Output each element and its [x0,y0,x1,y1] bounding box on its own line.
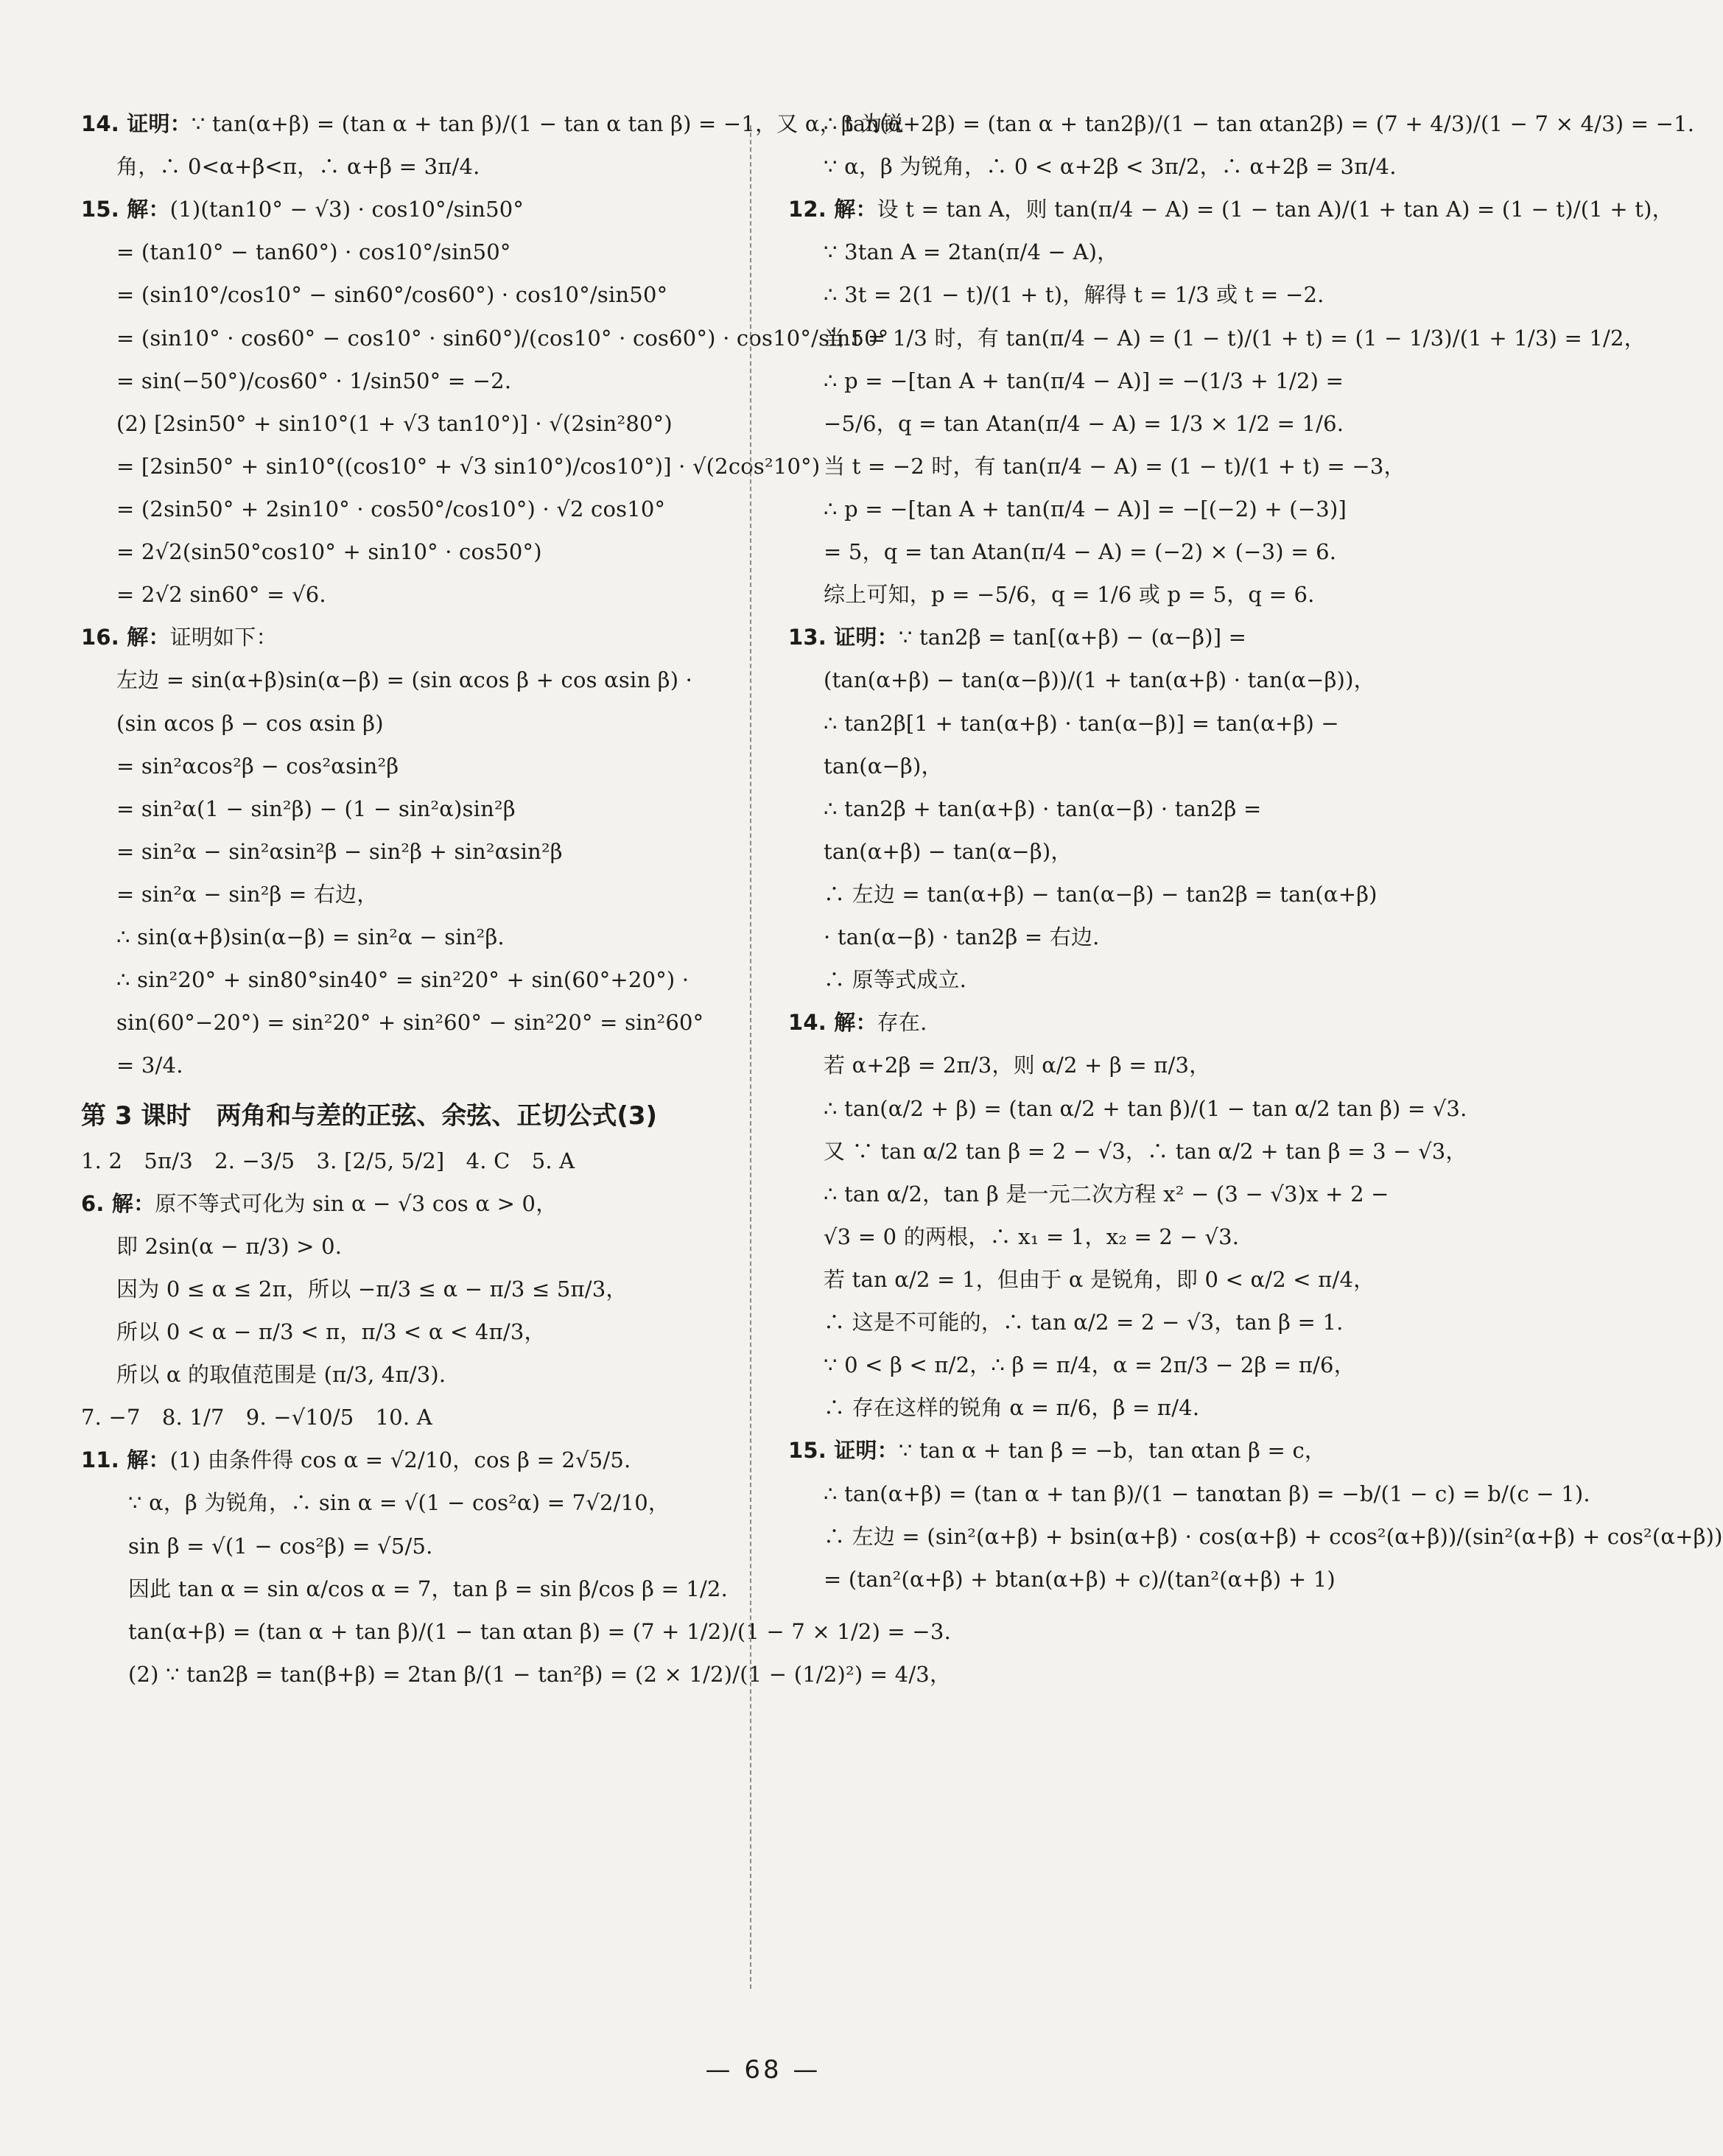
line: ∴ 左边 = (sin²(α+β) + bsin(α+β) · cos(α+β) + ccos²(α+β))/(sin²(α+β) + cos²(α+β)) [824,1523,1723,1549]
line: 1. 2 5π/3 2. −3/5 3. [2/5, 5/2] 4. C 5. A [81,1148,575,1173]
column-divider [750,125,751,1989]
line: = (sin10° · cos60° − cos10° · sin60°)/(cos10° · cos60°) · cos10°/sin50° [116,325,889,351]
line: = 3/4. [116,1053,183,1078]
question-label: 11. 解： [81,1447,170,1473]
line: ∴ sin(α+β)sin(α−β) = sin²α − sin²β. [116,924,505,950]
question-label: 14. 证明： [81,111,192,136]
right-column [788,110,1723,1609]
line: 16. 解：证明如下： [81,625,278,650]
line: ∴ 左边 = tan(α+β) − tan(α−β) − tan2β = tan(α+β) [824,881,1378,907]
line: ∴ tan α/2，tan β 是一元二次方程 x² − (3 − √3)x + 2 − [824,1181,1389,1207]
line: 15. 证明：∵ tan α + tan β = −b，tan αtan β = c， [788,1438,1327,1464]
line: ∴ tan(α+2β) = (tan α + tan2β)/(1 − tan αtan2β) = (7 + 4/3)/(1 − 7 × 4/3) = −1. [824,111,1695,136]
line: ∴ tan2β[1 + tan(α+β) · tan(α−β)] = tan(α+β) − [824,710,1339,736]
line: 若 tan α/2 = 1，但由于 α 是锐角，即 0 < α/2 < π/4， [824,1266,1375,1292]
line: ∵ α，β 为锐角，∴ 0 < α+2β < 3π/2，∴ α+2β = 3π/4. [824,154,1397,180]
line: 若 α+2β = 2π/3，则 α/2 + β = π/3， [824,1053,1211,1078]
line: tan(α+β) − tan(α−β)， [824,838,1073,864]
line: sin β = √(1 − cos²β) = √5/5. [128,1533,433,1559]
line: = (sin10°/cos10° − sin60°/cos60°) · cos10°/sin50° [116,282,668,308]
line: · tan(α−β) · tan2β = 右边. [824,924,1100,950]
line: ∴ p = −[tan A + tan(π/4 − A)] = −[(−2) + (−3)] [824,496,1347,522]
question-label: 15. 解： [81,197,170,222]
line: = sin²α − sin²β = 右边， [116,881,379,907]
line: (sin αcos β − cos αsin β) [116,710,384,736]
line: ∴ tan2β + tan(α+β) · tan(α−β) · tan2β = [824,796,1262,821]
line: ∴ 3t = 2(1 − t)/(1 + t)，解得 t = 1/3 或 t = −2. [824,282,1324,308]
line: 当 t = 1/3 时，有 tan(π/4 − A) = (1 − t)/(1 + t) = (1 − 1/3)/(1 + 1/3) = 1/2， [824,325,1646,351]
line: 综上可知，p = −5/6，q = 1/6 或 p = 5，q = 6. [824,582,1315,608]
question-label: 13. 证明： [788,625,899,650]
line: 因此 tan α = sin α/cos α = 7，tan β = sin β/cos β = 1/2. [128,1576,729,1601]
line: ∴ sin²20° + sin80°sin40° = sin²20° + sin(60°+20°) · [116,967,689,993]
line: 15. 解：(1)(tan10° − √3) · cos10°/sin50° [81,197,524,222]
line: = 2√2(sin50°cos10° + sin10° · cos50°) [116,539,542,565]
line: 13. 证明：∵ tan2β = tan[(α+β) − (α−β)] = [788,625,1247,650]
line: ∴ 这是不可能的，∴ tan α/2 = 2 − √3，tan β = 1. [824,1310,1344,1335]
question-label: 15. 证明： [788,1438,899,1464]
line: −5/6，q = tan Atan(π/4 − A) = 1/3 × 1/2 = 1/6. [824,410,1344,436]
line: = 5，q = tan Atan(π/4 − A) = (−2) × (−3) = 6. [824,539,1337,565]
line: (2) [2sin50° + sin10°(1 + √3 tan10°)] · √(2sin²80°) [116,410,673,436]
question-label: 12. 解： [788,197,877,222]
line: (tan(α+β) − tan(α−β))/(1 + tan(α+β) · tan(α−β))， [824,667,1375,693]
line: √3 = 0 的两根，∴ x₁ = 1，x₂ = 2 − √3. [824,1223,1240,1249]
line: 6. 解：原不等式可化为 sin α − √3 cos α > 0， [81,1190,558,1216]
line: = sin²αcos²β − cos²αsin²β [116,753,399,779]
section-title: 第 3 课时 两角和与差的正弦、余弦、正切公式(3) [81,1100,658,1131]
line: = sin²α − sin²αsin²β − sin²β + sin²αsin²β [116,838,563,864]
line: 12. 解：设 t = tan A，则 tan(π/4 − A) = (1 − tan A)/(1 + tan A) = (1 − t)/(1 + t)， [788,197,1674,222]
line: ∵ 0 < β < π/2，∴ β = π/4，α = 2π/3 − 2β = π/6， [824,1352,1355,1378]
line: 7. −7 8. 1/7 9. −√10/5 10. A [81,1405,432,1430]
line: = sin(−50°)/cos60° · 1/sin50° = −2. [116,368,512,393]
line: 角，∴ 0<α+β<π，∴ α+β = 3π/4. [116,154,480,180]
line: 因为 0 ≤ α ≤ 2π，所以 −π/3 ≤ α − π/3 ≤ 5π/3， [116,1276,628,1302]
line: 即 2sin(α − π/3) > 0. [116,1233,343,1259]
line: ∴ p = −[tan A + tan(π/4 − A)] = −(1/3 + 1/2) = [824,368,1344,393]
line: 又 ∵ tan α/2 tan β = 2 − √3，∴ tan α/2 + tan β = 3 − √3， [824,1138,1467,1164]
line: = [2sin50° + sin10°((cos10° + √3 sin10°)/cos10°)] · √(2cos²10°) [116,453,821,479]
line: 11. 解：(1) 由条件得 cos α = √2/10，cos β = 2√5/5. [81,1447,631,1473]
line: 左边 = sin(α+β)sin(α−β) = (sin αcos β + cos αsin β) · [116,667,693,693]
line: 14. 解：存在. [788,1010,927,1036]
line: ∴ 存在这样的锐角 α = π/6，β = π/4. [824,1395,1200,1421]
line: ∴ tan(α/2 + β) = (tan α/2 + tan β)/(1 − tan α/2 tan β) = √3. [824,1095,1467,1121]
line: = (tan²(α+β) + btan(α+β) + c)/(tan²(α+β) + 1) [824,1566,1336,1592]
line: tan(α−β)， [824,753,943,779]
question-label: 16. 解： [81,625,170,650]
line: 当 t = −2 时，有 tan(π/4 − A) = (1 − t)/(1 + t) = −3， [824,453,1406,479]
line: ∵ 3tan A = 2tan(π/4 − A)， [824,239,1119,265]
question-label: 14. 解： [788,1010,877,1036]
line: ∴ 原等式成立. [824,967,967,993]
line: 所以 α 的取值范围是 (π/3, 4π/3). [116,1362,446,1388]
line: = 2√2 sin60° = √6. [116,582,326,608]
line: tan(α+β) = (tan α + tan β)/(1 − tan αtan β) = (7 + 1/2)/(1 − 7 × 1/2) = −3. [128,1618,951,1644]
page-number: — 68 — [705,2055,821,2085]
line: ∴ tan(α+β) = (tan α + tan β)/(1 − tanαtan β) = −b/(1 − c) = b/(c − 1). [824,1481,1590,1506]
line: = (tan10° − tan60°) · cos10°/sin50° [116,239,511,265]
line: ∵ α，β 为锐角，∴ sin α = √(1 − cos²α) = 7√2/10， [128,1490,670,1516]
line: = (2sin50° + 2sin10° · cos50°/cos10°) · √2 cos10° [116,496,666,522]
line: 14. 证明：∵ tan(α+β) = (tan α + tan β)/(1 − tan α tan β) = −1，又 α，β 为锐 [81,111,904,136]
line: sin(60°−20°) = sin²20° + sin²60° − sin²20° = sin²60° [116,1010,704,1036]
line: 所以 0 < α − π/3 < π，π/3 < α < 4π/3， [116,1318,546,1344]
question-label: 6. 解： [81,1190,155,1216]
line: = sin²α(1 − sin²β) − (1 − sin²α)sin²β [116,796,516,821]
line: (2) ∵ tan2β = tan(β+β) = 2tan β/(1 − tan²β) = (2 × 1/2)/(1 − (1/2)²) = 4/3， [128,1661,952,1687]
